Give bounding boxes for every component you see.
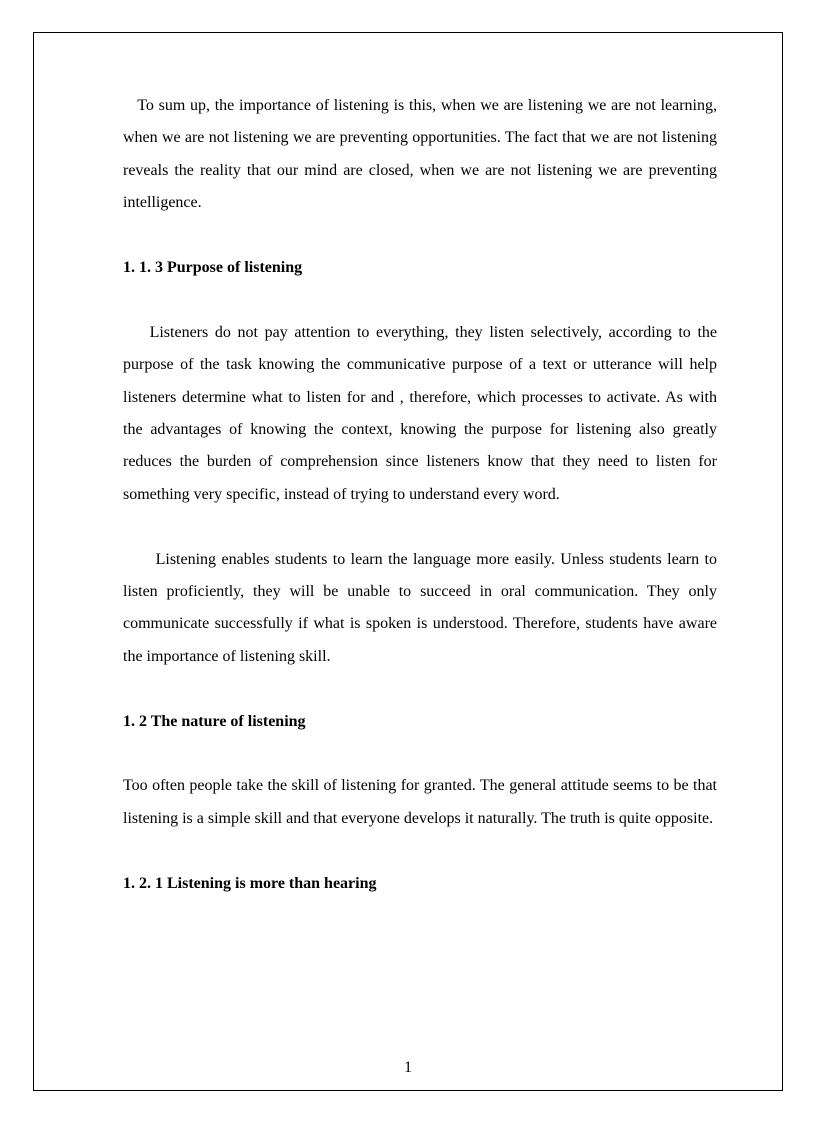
paragraph-spacer (123, 284, 717, 316)
heading-nature-of-listening: 1. 2 The nature of listening (123, 712, 306, 730)
heading-purpose-of-listening: 1. 1. 3 Purpose of listening (123, 259, 303, 277)
paragraph-spacer (123, 511, 717, 543)
paragraph-too-often: Too often people take the skill of listening for granted. The general attitude seems to be that listening is a simple skill and that everyone develops it naturally. The truth is quite opposite. (123, 777, 717, 827)
paragraph-spacer (123, 673, 717, 705)
paragraph-summary-importance: To sum up, the importance of listening is this, when we are listening we are not learning, when we are not listening we are preventing opportunities. The fact that we are not listening reveals the reality that our mind are closed, when we are not listening we are preventing intelligence. (123, 97, 717, 212)
page-number: 1 (404, 1059, 412, 1076)
paragraph-spacer (123, 835, 717, 867)
paragraph-listening-enables: Listening enables students to learn the language more easily. Unless students learn to listen proficiently, they will be unable to succeed in oral communication. They only communicate successfully if what is spoken is understood. Therefore, students have aware the importance of listening skill. (123, 550, 717, 665)
paragraph-listeners-selective: Listeners do not pay attention to everything, they listen selectively, according to the purpose of the task knowing the communicative purpose of a text or utterance will help listeners determine what to listen for and , therefore, which processes to activate. As with the advantages of knowing the context, knowing the purpose for listening also greatly reduces the burden of comprehension since listeners know that they need to listen for something very specific, instead of trying to understand every word. (123, 323, 717, 503)
paragraph-spacer (123, 738, 717, 770)
heading-more-than-hearing: 1. 2. 1 Listening is more than hearing (123, 874, 377, 892)
document-body (123, 90, 717, 900)
paragraph-spacer (123, 220, 717, 252)
